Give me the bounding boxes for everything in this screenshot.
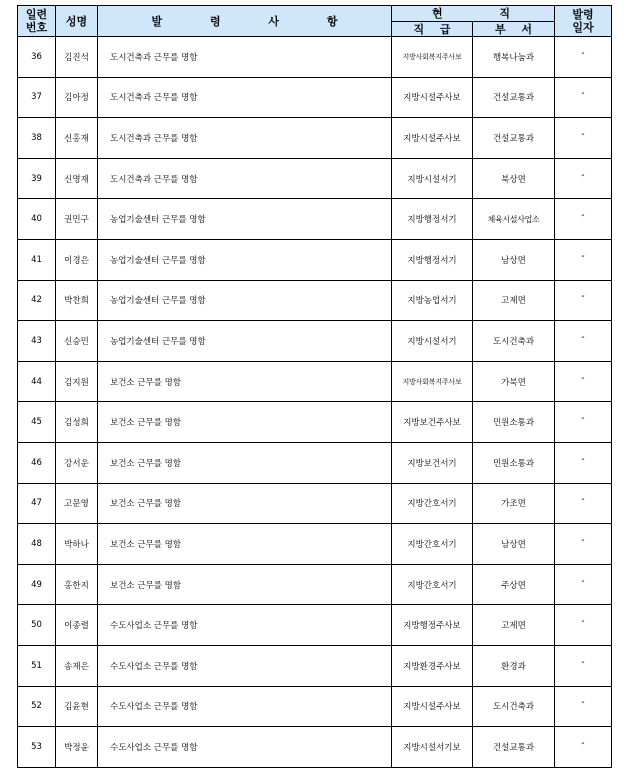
issue-date-cell: ″ — [555, 442, 612, 483]
table-row — [18, 199, 612, 240]
serial-number-cell: 48 — [18, 524, 56, 565]
grade-cell: 지방시설주사보 — [392, 686, 473, 727]
issue-date-cell: ″ — [555, 645, 612, 686]
issue-date-cell: ″ — [555, 37, 612, 78]
name-cell: 김지원 — [56, 361, 98, 402]
issue-date-cell: ″ — [555, 77, 612, 118]
department-cell: 민원소통과 — [473, 402, 555, 443]
issue-date-header: 발령 일자 — [555, 6, 612, 37]
table-row — [18, 564, 612, 605]
serial-number-cell: 38 — [18, 118, 56, 159]
name-cell: 고문영 — [56, 483, 98, 524]
department-cell: 도시건축과 — [473, 321, 555, 362]
department-header: 부 서 — [473, 22, 555, 37]
issue-date-cell: ″ — [555, 402, 612, 443]
personnel-order-table-container — [17, 5, 612, 768]
order-cell: 보건소 근무를 명함 — [98, 442, 392, 483]
issue-date-cell: ″ — [555, 564, 612, 605]
department-cell: 북상면 — [473, 158, 555, 199]
name-header: 성명 — [56, 6, 98, 37]
name-cell: 박하나 — [56, 524, 98, 565]
table-row — [18, 686, 612, 727]
table-row — [18, 158, 612, 199]
table-row — [18, 727, 612, 768]
name-cell: 이종렬 — [56, 605, 98, 646]
name-cell: 박찬희 — [56, 280, 98, 321]
order-cell: 수도사업소 근무를 명함 — [98, 605, 392, 646]
order-cell: 보건소 근무를 명함 — [98, 402, 392, 443]
table-header — [18, 6, 612, 37]
order-cell: 농업기술센터 근무를 명함 — [98, 199, 392, 240]
table-row — [18, 77, 612, 118]
department-cell: 건설교통과 — [473, 118, 555, 159]
department-cell: 건설교통과 — [473, 727, 555, 768]
order-cell: 도시건축과 근무를 명함 — [98, 118, 392, 159]
order-cell: 수도사업소 근무를 명함 — [98, 727, 392, 768]
grade-cell: 지방행정주사보 — [392, 605, 473, 646]
order-cell: 보건소 근무를 명함 — [98, 564, 392, 605]
serial-number-cell: 46 — [18, 442, 56, 483]
issue-date-cell: ″ — [555, 158, 612, 199]
order-cell: 도시건축과 근무를 명함 — [98, 37, 392, 78]
department-cell: 남상면 — [473, 524, 555, 565]
grade-cell: 지방행정서기 — [392, 199, 473, 240]
grade-cell: 지방사회복지주사보 — [392, 37, 473, 78]
personnel-order-table — [17, 5, 612, 768]
serial-number-cell: 51 — [18, 645, 56, 686]
serial-number-cell: 53 — [18, 727, 56, 768]
department-cell: 고제면 — [473, 605, 555, 646]
name-cell: 이경은 — [56, 239, 98, 280]
serial-number-cell: 44 — [18, 361, 56, 402]
order-cell: 보건소 근무를 명함 — [98, 524, 392, 565]
grade-cell: 지방간호서기 — [392, 524, 473, 565]
department-cell: 주상면 — [473, 564, 555, 605]
issue-date-cell: ″ — [555, 727, 612, 768]
serial-number-cell: 37 — [18, 77, 56, 118]
order-cell: 농업기술센터 근무를 명함 — [98, 280, 392, 321]
name-cell: 김성희 — [56, 402, 98, 443]
grade-cell: 지방시설주사보 — [392, 118, 473, 159]
name-cell: 박정윤 — [56, 727, 98, 768]
department-cell: 건설교통과 — [473, 77, 555, 118]
serial-number-header: 일련 번호 — [18, 6, 56, 37]
serial-number-cell: 49 — [18, 564, 56, 605]
serial-number-cell: 36 — [18, 37, 56, 78]
serial-number-cell: 45 — [18, 402, 56, 443]
order-cell: 수도사업소 근무를 명함 — [98, 686, 392, 727]
issue-date-cell: ″ — [555, 118, 612, 159]
department-cell: 체육시설사업소 — [473, 199, 555, 240]
table-row — [18, 321, 612, 362]
issue-date-cell: ″ — [555, 280, 612, 321]
grade-cell: 지방보건주사보 — [392, 402, 473, 443]
order-cell: 농업기술센터 근무를 명함 — [98, 239, 392, 280]
name-cell: 신명재 — [56, 158, 98, 199]
department-cell: 도시건축과 — [473, 686, 555, 727]
department-cell: 고제면 — [473, 280, 555, 321]
grade-cell: 지방시설주사보 — [392, 77, 473, 118]
department-cell: 남상면 — [473, 239, 555, 280]
order-cell: 보건소 근무를 명함 — [98, 361, 392, 402]
table-row — [18, 402, 612, 443]
serial-number-cell: 39 — [18, 158, 56, 199]
name-cell: 신홍재 — [56, 118, 98, 159]
issue-date-cell: ″ — [555, 524, 612, 565]
table-row — [18, 361, 612, 402]
grade-cell: 지방시설서기 — [392, 321, 473, 362]
serial-number-cell: 43 — [18, 321, 56, 362]
issue-date-cell: ″ — [555, 605, 612, 646]
serial-number-cell: 41 — [18, 239, 56, 280]
order-cell: 도시건축과 근무를 명함 — [98, 158, 392, 199]
grade-cell: 지방행정서기 — [392, 239, 473, 280]
issue-date-cell: ″ — [555, 239, 612, 280]
name-cell: 송재은 — [56, 645, 98, 686]
department-cell: 환경과 — [473, 645, 555, 686]
name-cell: 신승민 — [56, 321, 98, 362]
issue-date-cell: ″ — [555, 483, 612, 524]
issue-date-cell: ″ — [555, 686, 612, 727]
serial-number-cell: 52 — [18, 686, 56, 727]
table-row — [18, 239, 612, 280]
issue-date-cell: ″ — [555, 361, 612, 402]
grade-cell: 지방간호서기 — [392, 564, 473, 605]
order-cell: 농업기술센터 근무를 명함 — [98, 321, 392, 362]
name-cell: 김윤현 — [56, 686, 98, 727]
department-cell: 행복나눔과 — [473, 37, 555, 78]
grade-cell: 지방농업서기 — [392, 280, 473, 321]
grade-cell: 지방시설서기보 — [392, 727, 473, 768]
current-position-header: 현 직 — [392, 6, 555, 22]
table-row — [18, 118, 612, 159]
department-cell: 가조면 — [473, 483, 555, 524]
order-cell: 수도사업소 근무를 명함 — [98, 645, 392, 686]
grade-header: 직 급 — [392, 22, 473, 37]
issue-date-cell: ″ — [555, 199, 612, 240]
table-row — [18, 483, 612, 524]
name-cell: 강서운 — [56, 442, 98, 483]
order-header: 발 령 사 항 — [98, 6, 392, 37]
issue-date-cell: ″ — [555, 321, 612, 362]
serial-number-cell: 47 — [18, 483, 56, 524]
grade-cell: 지방보건서기 — [392, 442, 473, 483]
name-cell: 권민구 — [56, 199, 98, 240]
table-row — [18, 280, 612, 321]
grade-cell: 지방환경주사보 — [392, 645, 473, 686]
table-row — [18, 442, 612, 483]
grade-cell: 지방간호서기 — [392, 483, 473, 524]
table-row — [18, 524, 612, 565]
table-body — [18, 37, 612, 768]
order-cell: 도시건축과 근무를 명함 — [98, 77, 392, 118]
serial-number-cell: 40 — [18, 199, 56, 240]
serial-number-cell: 42 — [18, 280, 56, 321]
order-cell: 보건소 근무를 명함 — [98, 483, 392, 524]
table-row — [18, 605, 612, 646]
grade-cell: 지방시설서기 — [392, 158, 473, 199]
department-cell: 민원소통과 — [473, 442, 555, 483]
name-cell: 김아정 — [56, 77, 98, 118]
serial-number-cell: 50 — [18, 605, 56, 646]
name-cell: 홍한지 — [56, 564, 98, 605]
table-row — [18, 645, 612, 686]
name-cell: 김진석 — [56, 37, 98, 78]
grade-cell: 지방사회복지주사보 — [392, 361, 473, 402]
department-cell: 가북면 — [473, 361, 555, 402]
table-row — [18, 37, 612, 78]
